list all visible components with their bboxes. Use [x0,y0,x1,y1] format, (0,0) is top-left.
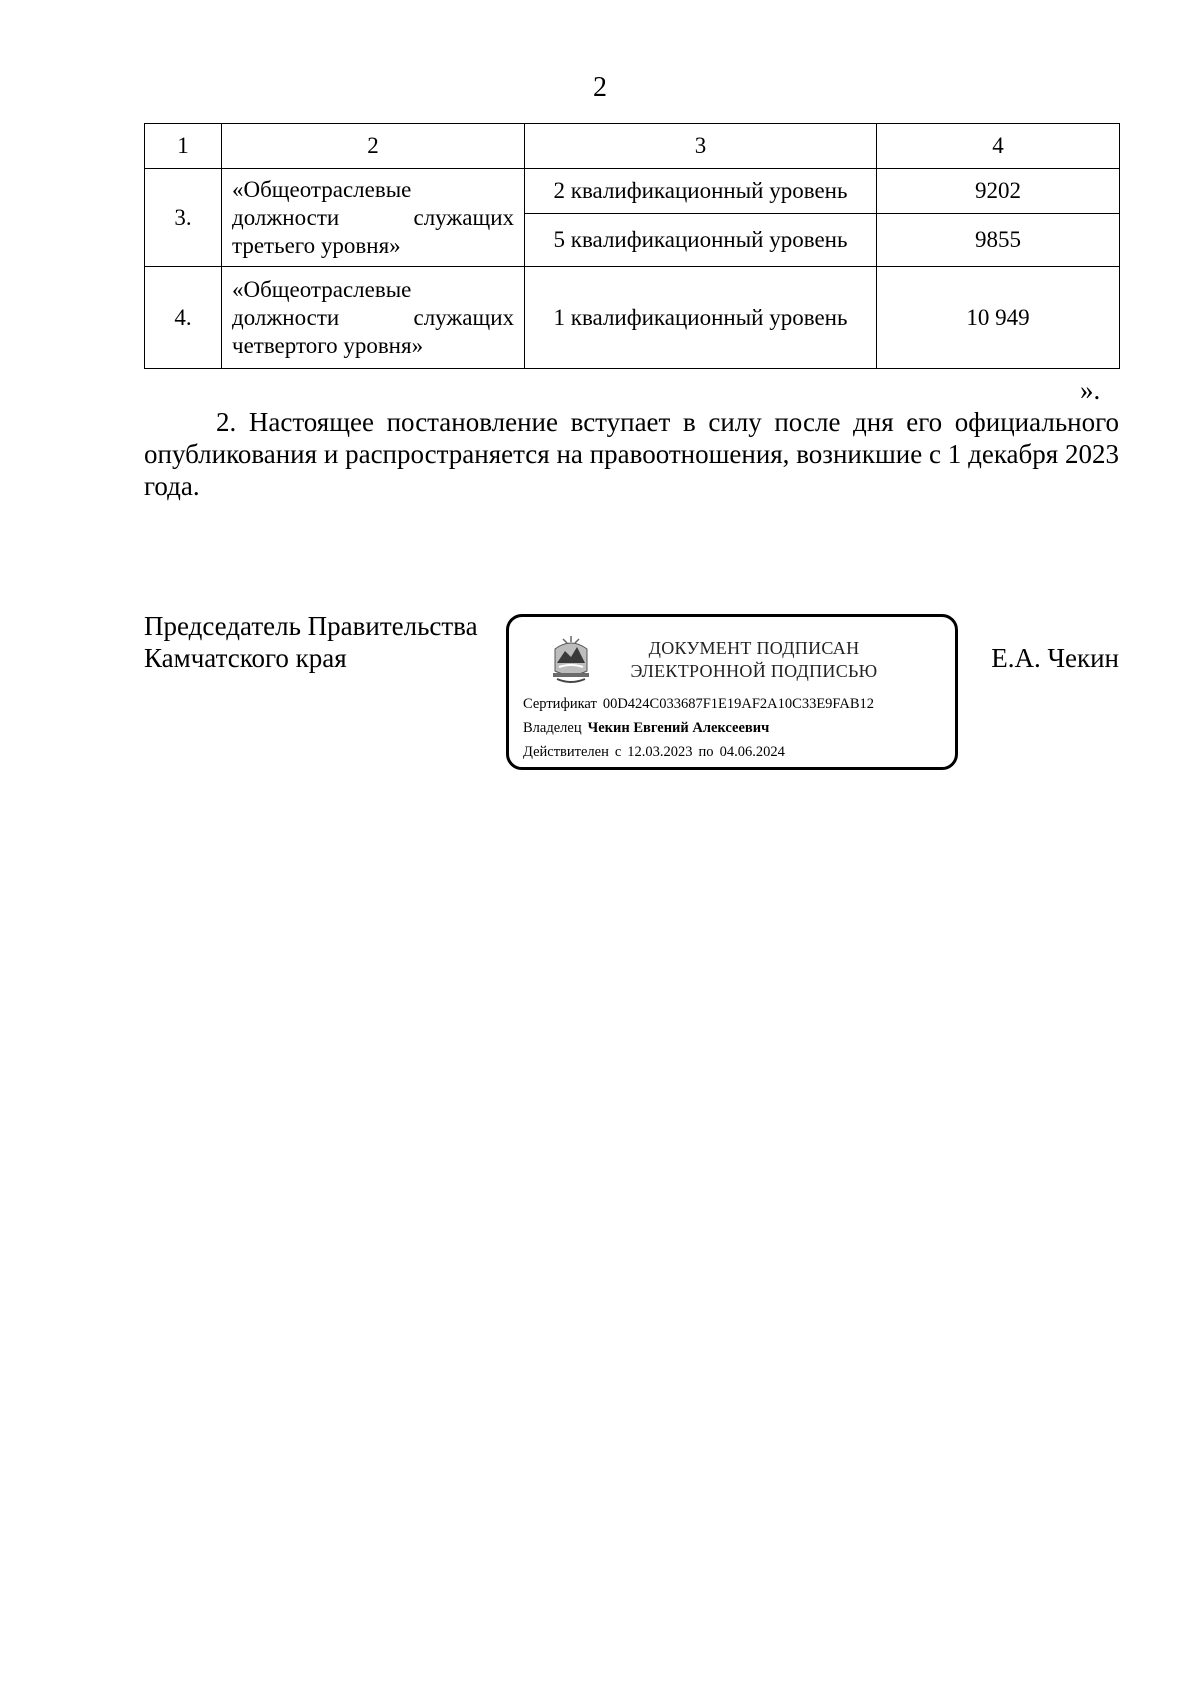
salary-value: 10 949 [877,267,1120,369]
salary-value: 9202 [877,169,1120,214]
signer-name: Е.А. Чекин [991,643,1119,673]
table-header-cell: 4 [877,124,1120,169]
stamp-certificate [523,694,874,714]
stamp-title [619,637,889,683]
closing-quote: ». [1080,375,1101,405]
coat-of-arms-icon [545,633,597,687]
signer-position [144,610,504,674]
electronic-signature-stamp [506,614,958,770]
valid-from-label: с [614,744,622,760]
valid-to-label: по [698,744,714,760]
position-group: «Общеотраслевые должности служащих третьего уровня» [222,169,525,267]
stamp-title-line: ЭЛЕКТРОННОЙ ПОДПИСЬЮ [630,661,878,681]
stamp-validity [523,742,785,762]
table-header-cell: 1 [145,124,222,169]
salary-table [144,123,1120,369]
valid-to: 04.06.2024 [719,744,785,760]
certificate-label: Сертификат [523,696,597,712]
qualification-level: 5 квалификационный уровень [525,214,877,267]
page-number: 2 [593,72,607,103]
owner-value: Чекин Евгений Алексеевич [587,720,770,736]
qualification-level: 1 квалификационный уровень [525,267,877,369]
salary-value: 9855 [877,214,1120,267]
stamp-title-line: ДОКУМЕНТ ПОДПИСАН [648,638,860,658]
valid-label: Действителен [523,744,609,760]
table-row [145,169,1120,214]
row-number: 3. [145,169,222,267]
signer-position-line: Председатель Правительства [144,611,478,641]
certificate-value: 00D424C033687F1E19AF2A10C33E9FAB12 [602,696,875,712]
table-header-row [145,124,1120,169]
owner-label: Владелец [523,720,582,736]
qualification-level: 2 квалификационный уровень [525,169,877,214]
signer-position-line: Камчатского края [144,643,347,673]
table-row [145,267,1120,369]
position-group: «Общеотраслевые должности служащих четвертого уровня» [222,267,525,369]
paragraph-effective-date: 2. Настоящее постановление вступает в силу после дня его официального опубликования и распространяется на правоотношения, возникшие с 1 декабря 2023 года. [144,407,1119,501]
table-header-cell: 3 [525,124,877,169]
row-number: 4. [145,267,222,369]
valid-from: 12.03.2023 [627,744,693,760]
table-header-cell: 2 [222,124,525,169]
stamp-owner [523,718,769,738]
